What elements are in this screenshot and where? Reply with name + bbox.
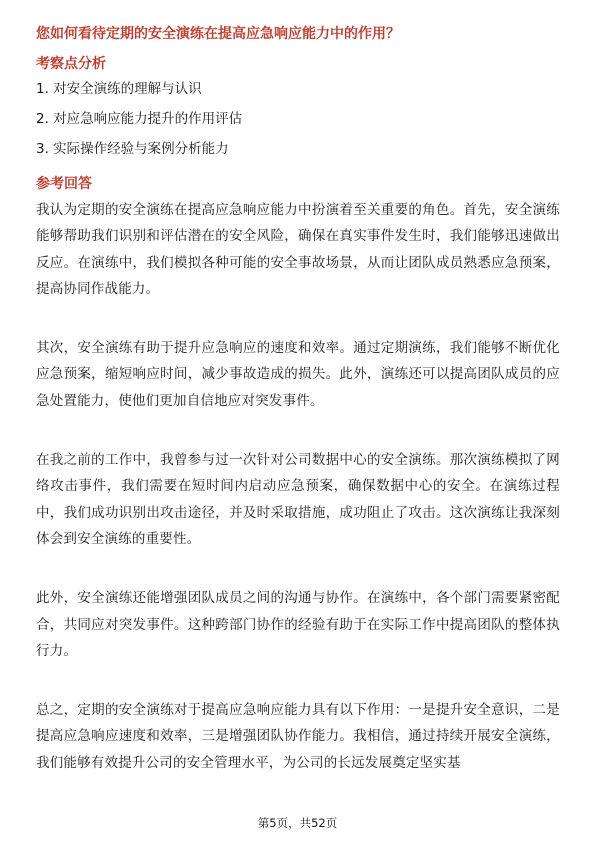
answer-paragraph: 此外，安全演练还能增强团队成员之间的沟通与协作。在演练中，各个部门需要紧密配合，共同应对突发事件。这种跨部门协作的经验有助于在实际工作中提高团队的整体执行力。 <box>36 590 560 659</box>
analysis-point: 2. 对应急响应能力提升的作用评估 <box>36 111 243 127</box>
answer-body <box>36 197 560 809</box>
answer-paragraph: 我认为定期的安全演练在提高应急响应能力中扮演着至关重要的角色。首先，安全演练能够帮助我们识别和评估潜在的安全风险，确保在真实事件发生时，我们能够迅速做出反应。在演练中，我们模拟各种可能的安全事故场景，从而让团队成员熟悉应急预案，提高协同作战能力。 <box>36 202 560 297</box>
analysis-points-list <box>36 79 242 169</box>
answer-paragraph: 其次，安全演练有助于提升应急响应的速度和效率。通过定期演练，我们能够不断优化应急预案，缩短响应时间，减少事故造成的损失。此外，演练还可以提高团队成员的应急处置能力，使他们更加自信地应对突发事件。 <box>36 340 560 409</box>
analysis-point: 1. 对安全演练的理解与认识 <box>36 81 202 97</box>
analysis-point: 3. 实际操作经验与案例分析能力 <box>36 141 229 157</box>
answer-paragraph: 总之，定期的安全演练对于提高应急响应能力具有以下作用：一是提升安全意识，二是提高应急响应速度和效率，三是增强团队协作能力。我相信，通过持续开展安全演练，我们能够有效提升公司的安全管理水平，为公司的长远发展奠定坚实基 <box>36 702 560 771</box>
analysis-heading: 考察点分析 <box>36 56 106 72</box>
question-title: 您如何看待定期的安全演练在提高应急响应能力中的作用？ <box>36 26 400 42</box>
page-number: 第5页，共52页 <box>257 816 338 830</box>
answer-heading: 参考回答 <box>36 176 92 192</box>
answer-paragraph: 在我之前的工作中，我曾参与过一次针对公司数据中心的安全演练。那次演练模拟了网络攻击事件，我们需要在短时间内启动应急预案，确保数据中心的安全。在演练过程中，我们成功识别出攻击途径，并及时采取措施，成功阻止了攻击。这次演练让我深刻体会到安全演练的重要性。 <box>36 452 560 547</box>
